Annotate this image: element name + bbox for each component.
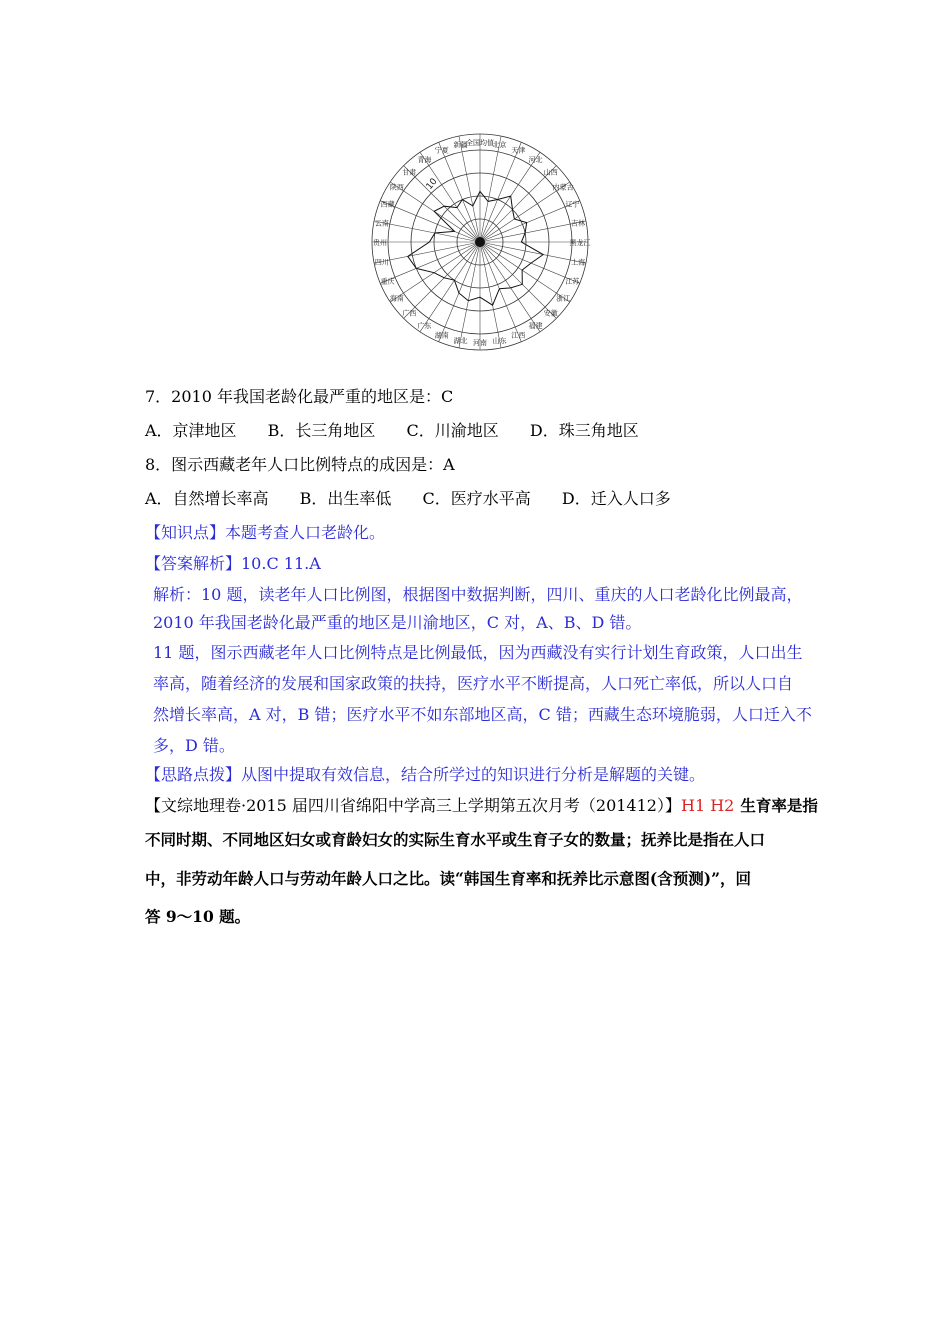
answer-line: 【答案解析】10.C 11.A — [145, 554, 321, 573]
source-label: 【文综地理卷·2015 届四川省绵阳中学高三上学期第五次月考（201412）】 — [145, 796, 681, 815]
analysis-line-1: 解析：10 题，读老年人口比例图，根据图中数据判断，四川、重庆的人口老龄化比例最高， — [153, 585, 803, 604]
radar-region-label: 河北 — [528, 155, 543, 164]
question-7: 7．2010 年我国老龄化最严重的地区是：C — [145, 387, 454, 406]
radar-region-label: 云南 — [374, 219, 389, 228]
radar-region-label: 北京 — [492, 140, 507, 149]
q8-option-d: D．迁入人口多 — [561, 489, 671, 508]
radar-region-label: 浙江 — [556, 294, 571, 303]
radar-region-label: 河南 — [473, 339, 487, 347]
radar-region-label: 山西 — [543, 168, 558, 177]
next-line-3: 中，非劳动年龄人口与劳动年龄人口之比。读“韩国生育率和抚养比示意图(含预测)”，回 — [145, 869, 752, 888]
radar-region-label: 江苏 — [565, 277, 580, 286]
radar-region-label: 湖北 — [453, 337, 468, 346]
question-7-options — [145, 420, 639, 442]
analysis-line-3: 11 题，图示西藏老年人口比例特点是比例最低，因为西藏没有实行计划生育政策，人口出生 — [153, 643, 803, 662]
next-line-4: 答 9～10 题。 — [145, 907, 251, 926]
radar-spoke — [480, 242, 521, 342]
radar-figure — [360, 120, 600, 360]
radar-spoke — [380, 201, 480, 242]
next-line-1-tail: 生育率是指 — [740, 796, 818, 815]
radar-spoke — [439, 242, 480, 342]
radar-region-label: 新疆 — [453, 140, 468, 149]
q7-option-c: C．川渝地区 — [406, 421, 499, 440]
radar-region-label: 安徽 — [543, 309, 558, 318]
radar-region-label: 辽宁 — [565, 200, 580, 209]
radar-scale-label: 10 — [424, 176, 440, 192]
q8-option-c: C．医疗水平高 — [422, 489, 531, 508]
radar-region-label: 贵州 — [373, 239, 387, 247]
question-8: 8．图示西藏老年人口比例特点的成因是：A — [145, 455, 455, 474]
radar-region-label: 江西 — [511, 331, 526, 340]
radar-region-label: 甘肃 — [402, 168, 417, 177]
radar-region-label: 上海 — [571, 258, 586, 267]
tag-label: H1 H2 — [680, 796, 735, 815]
q8-option-a: A．自然增长率高 — [145, 489, 269, 508]
analysis-line-6: 多，D 错。 — [153, 736, 235, 755]
radar-region-label: 广东 — [417, 322, 432, 331]
radar-region-label: 海南 — [389, 294, 404, 303]
q7-option-b: B．长三角地区 — [267, 421, 376, 440]
radar-region-label: 黑龙江 — [569, 239, 591, 247]
radar-spoke — [480, 242, 556, 318]
radar-spoke — [480, 166, 556, 242]
radar-spoke — [480, 142, 521, 242]
radar-region-label: 山东 — [492, 337, 507, 346]
radar-svg — [360, 120, 600, 360]
next-question-header — [145, 795, 818, 817]
radar-region-label: 陕西 — [389, 183, 404, 192]
radar-region-label: 宁夏 — [434, 146, 449, 155]
radar-region-label: 全国均值 — [466, 139, 494, 147]
q7-option-d: D．珠三角地区 — [529, 421, 639, 440]
radar-region-label: 福建 — [528, 322, 543, 331]
analysis-line-2: 2010 年我国老龄化最严重的地区是川渝地区，C 对，A、B、D 错。 — [153, 613, 642, 632]
q7-option-a: A．京津地区 — [145, 421, 237, 440]
q8-option-b: B．出生率低 — [299, 489, 392, 508]
radar-region-label: 重庆 — [380, 277, 395, 286]
radar-region-label: 四川 — [374, 258, 389, 267]
radar-region-label: 吉林 — [571, 219, 586, 228]
radar-spoke — [439, 142, 480, 242]
knowledge-point: 【知识点】本题考查人口老龄化。 — [145, 523, 386, 542]
question-8-options — [145, 488, 671, 510]
radar-spoke — [380, 242, 480, 286]
radar-spoke — [404, 242, 480, 318]
analysis-line-4: 率高，随着经济的发展和国家政策的扶持，医疗水平不断提高，人口死亡率低，所以人口自 — [153, 674, 794, 693]
radar-region-label: 西藏 — [380, 200, 395, 209]
tip-line: 【思路点拨】从图中提取有效信息，结合所学过的知识进行分析是解题的关键。 — [145, 765, 706, 784]
radar-region-label: 广西 — [402, 309, 417, 318]
radar-region-label: 湖南 — [434, 331, 449, 340]
radar-region-label: 天津 — [511, 146, 526, 155]
analysis-line-5: 然增长率高，A 对，B 错；医疗水平不如东部地区高，C 错；西藏生态环境脆弱，人口迁入不 — [153, 705, 812, 724]
radar-region-label: 青海 — [417, 155, 432, 164]
next-line-2: 不同时期、不同地区妇女或育龄妇女的实际生育水平或生育子女的数量；抚养比是指在人口 — [145, 830, 766, 849]
radar-region-label: 内蒙古 — [552, 183, 574, 192]
radar-center-dot — [475, 237, 485, 247]
